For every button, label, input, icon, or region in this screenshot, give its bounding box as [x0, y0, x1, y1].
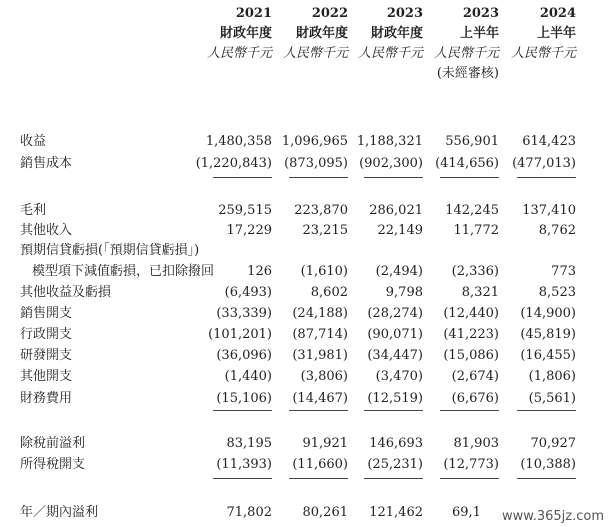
cell-value: 223,870	[294, 203, 348, 218]
row-label: 銷售開支	[20, 306, 73, 321]
header-year: 2021	[235, 6, 272, 21]
cell-value: (11,660)	[292, 457, 348, 472]
cell-value: 23,215	[302, 223, 348, 238]
cell-value: (34,447)	[367, 348, 423, 363]
cell-value: (12,440)	[443, 306, 499, 321]
rule-line	[289, 177, 348, 178]
row-label: 毛利	[20, 203, 47, 218]
row-label: 其他收入	[20, 223, 73, 238]
cell-value: 11,772	[453, 223, 499, 238]
rule-line	[440, 478, 499, 479]
cell-value: (5,561)	[528, 391, 576, 406]
cell-value: 80,261	[302, 505, 348, 520]
header-unit: 人民幣千元	[357, 46, 423, 61]
cell-value: (15,106)	[216, 391, 272, 406]
cell-value: 8,602	[310, 285, 348, 300]
header-period: 財政年度	[219, 26, 272, 41]
row-label: 所得稅開支	[20, 457, 86, 472]
cell-value: 1,188,321	[356, 134, 423, 149]
cell-value: 126	[247, 264, 272, 279]
row-label: 其他開支	[20, 369, 73, 384]
cell-value: 8,523	[538, 285, 576, 300]
table-row-other-gains	[0, 285, 612, 301]
cell-value: (41,223)	[443, 327, 499, 342]
cell-value: (10,388)	[520, 457, 576, 472]
table-row-cost-of-sales	[0, 156, 612, 172]
row-label: 行政開支	[20, 327, 73, 342]
cell-value: (6,676)	[451, 391, 499, 406]
cell-value: (3,470)	[375, 369, 423, 384]
rule-line	[517, 410, 576, 411]
header-note: (未經審核)	[436, 66, 499, 81]
cell-value: (902,300)	[359, 156, 423, 171]
watermark: www.365jz.com	[502, 509, 604, 524]
cell-value: (1,806)	[528, 369, 576, 384]
header-period: 上半年	[536, 26, 576, 41]
cell-value: 8,321	[461, 285, 499, 300]
cell-value: (14,900)	[520, 306, 576, 321]
cell-value: (15,086)	[443, 348, 499, 363]
cell-value: (24,188)	[292, 306, 348, 321]
row-label: 模型項下減值虧損，已扣除撥回	[32, 264, 215, 279]
cell-value: 286,021	[369, 203, 423, 218]
table-row-rnd-expenses	[0, 348, 612, 364]
cell-value: (87,714)	[292, 327, 348, 342]
cell-value: (11,393)	[216, 457, 272, 472]
table-row-finance-costs	[0, 391, 612, 407]
rule-line	[289, 478, 348, 479]
cell-value: (45,819)	[520, 327, 576, 342]
header-year: 2022	[311, 6, 348, 21]
row-label: 財務費用	[20, 391, 73, 406]
cell-value: (6,493)	[224, 285, 272, 300]
header-year: 2023	[462, 6, 499, 21]
cell-value: 556,901	[445, 134, 499, 149]
cell-value: 17,229	[226, 223, 272, 238]
header-unit: 人民幣千元	[206, 46, 272, 61]
cell-value: (90,071)	[367, 327, 423, 342]
cell-value: 71,802	[226, 505, 272, 520]
cell-value: (3,806)	[300, 369, 348, 384]
cell-value: (873,095)	[284, 156, 348, 171]
rule-line	[213, 410, 272, 411]
rule-line	[440, 410, 499, 411]
header-unit: 人民幣千元	[433, 46, 499, 61]
cell-value: 69,1	[452, 505, 481, 520]
cell-value: 137,410	[522, 203, 576, 218]
cell-value: (25,231)	[367, 457, 423, 472]
table-row-income-tax	[0, 457, 612, 473]
cell-value: 81,903	[453, 436, 499, 451]
rule-line	[440, 177, 499, 178]
cell-value: (2,674)	[451, 369, 499, 384]
row-label: 銷售成本	[20, 156, 73, 171]
rule-line	[517, 478, 576, 479]
cell-value: (33,339)	[216, 306, 272, 321]
header-period: 上半年	[459, 26, 499, 41]
cell-value: 1,096,965	[281, 134, 348, 149]
cell-value: 22,149	[377, 223, 423, 238]
cell-value: 83,195	[226, 436, 272, 451]
cell-value: (414,656)	[435, 156, 499, 171]
cell-value: (16,455)	[520, 348, 576, 363]
rule-line	[364, 177, 423, 178]
cell-value: (36,096)	[216, 348, 272, 363]
rule-line	[213, 177, 272, 178]
header-period: 財政年度	[295, 26, 348, 41]
rule-line	[364, 410, 423, 411]
cell-value: (2,494)	[375, 264, 423, 279]
cell-value: 142,245	[445, 203, 499, 218]
header-year: 2024	[539, 6, 576, 21]
cell-value: 146,693	[369, 436, 423, 451]
cell-value: (12,519)	[367, 391, 423, 406]
row-label: 其他收益及虧損	[20, 285, 112, 300]
table-row-admin-expenses	[0, 327, 612, 343]
cell-value: 70,927	[530, 436, 576, 451]
cell-value: (28,274)	[367, 306, 423, 321]
rule-line	[213, 478, 272, 479]
cell-value: 9,798	[385, 285, 423, 300]
row-label: 研發開支	[20, 348, 73, 363]
cell-value: 773	[551, 264, 576, 279]
cell-value: 91,921	[302, 436, 348, 451]
cell-value: (477,013)	[512, 156, 576, 171]
cell-value: 8,762	[538, 223, 576, 238]
cell-value: 121,462	[369, 505, 423, 520]
header-period: 財政年度	[370, 26, 423, 41]
cell-value: (101,201)	[208, 327, 272, 342]
column-header-2024-h1	[486, 6, 576, 62]
cell-value: (1,610)	[300, 264, 348, 279]
cell-value: 259,515	[218, 203, 272, 218]
cell-value: (31,981)	[292, 348, 348, 363]
table-row-impairment	[0, 264, 612, 280]
cell-value: (12,773)	[443, 457, 499, 472]
rule-line	[289, 410, 348, 411]
cell-value: (14,467)	[292, 391, 348, 406]
rule-line	[517, 177, 576, 178]
table-row-revenue	[0, 134, 612, 150]
header-unit: 人民幣千元	[282, 46, 348, 61]
row-label: 年／期內溢利	[20, 505, 99, 520]
header-year: 2023	[386, 6, 423, 21]
rule-line	[364, 478, 423, 479]
cell-value: 1,480,358	[205, 134, 272, 149]
row-label: 預期信貸虧損(「預期信貸虧損」)	[20, 243, 200, 258]
cell-value: (2,336)	[451, 264, 499, 279]
cell-value: (1,440)	[224, 369, 272, 384]
table-row-other-income	[0, 223, 612, 239]
table-row-profit-before-tax	[0, 436, 612, 452]
cell-value: (1,220,843)	[195, 156, 272, 171]
header-unit: 人民幣千元	[510, 46, 576, 61]
cell-value: 614,423	[522, 134, 576, 149]
row-label: 除稅前溢利	[20, 436, 86, 451]
table-row-selling-expenses	[0, 306, 612, 322]
table-row-ecl-heading	[0, 243, 612, 259]
row-label: 收益	[20, 134, 47, 149]
table-row-gross-profit	[0, 203, 612, 219]
table-row-other-expenses	[0, 369, 612, 385]
